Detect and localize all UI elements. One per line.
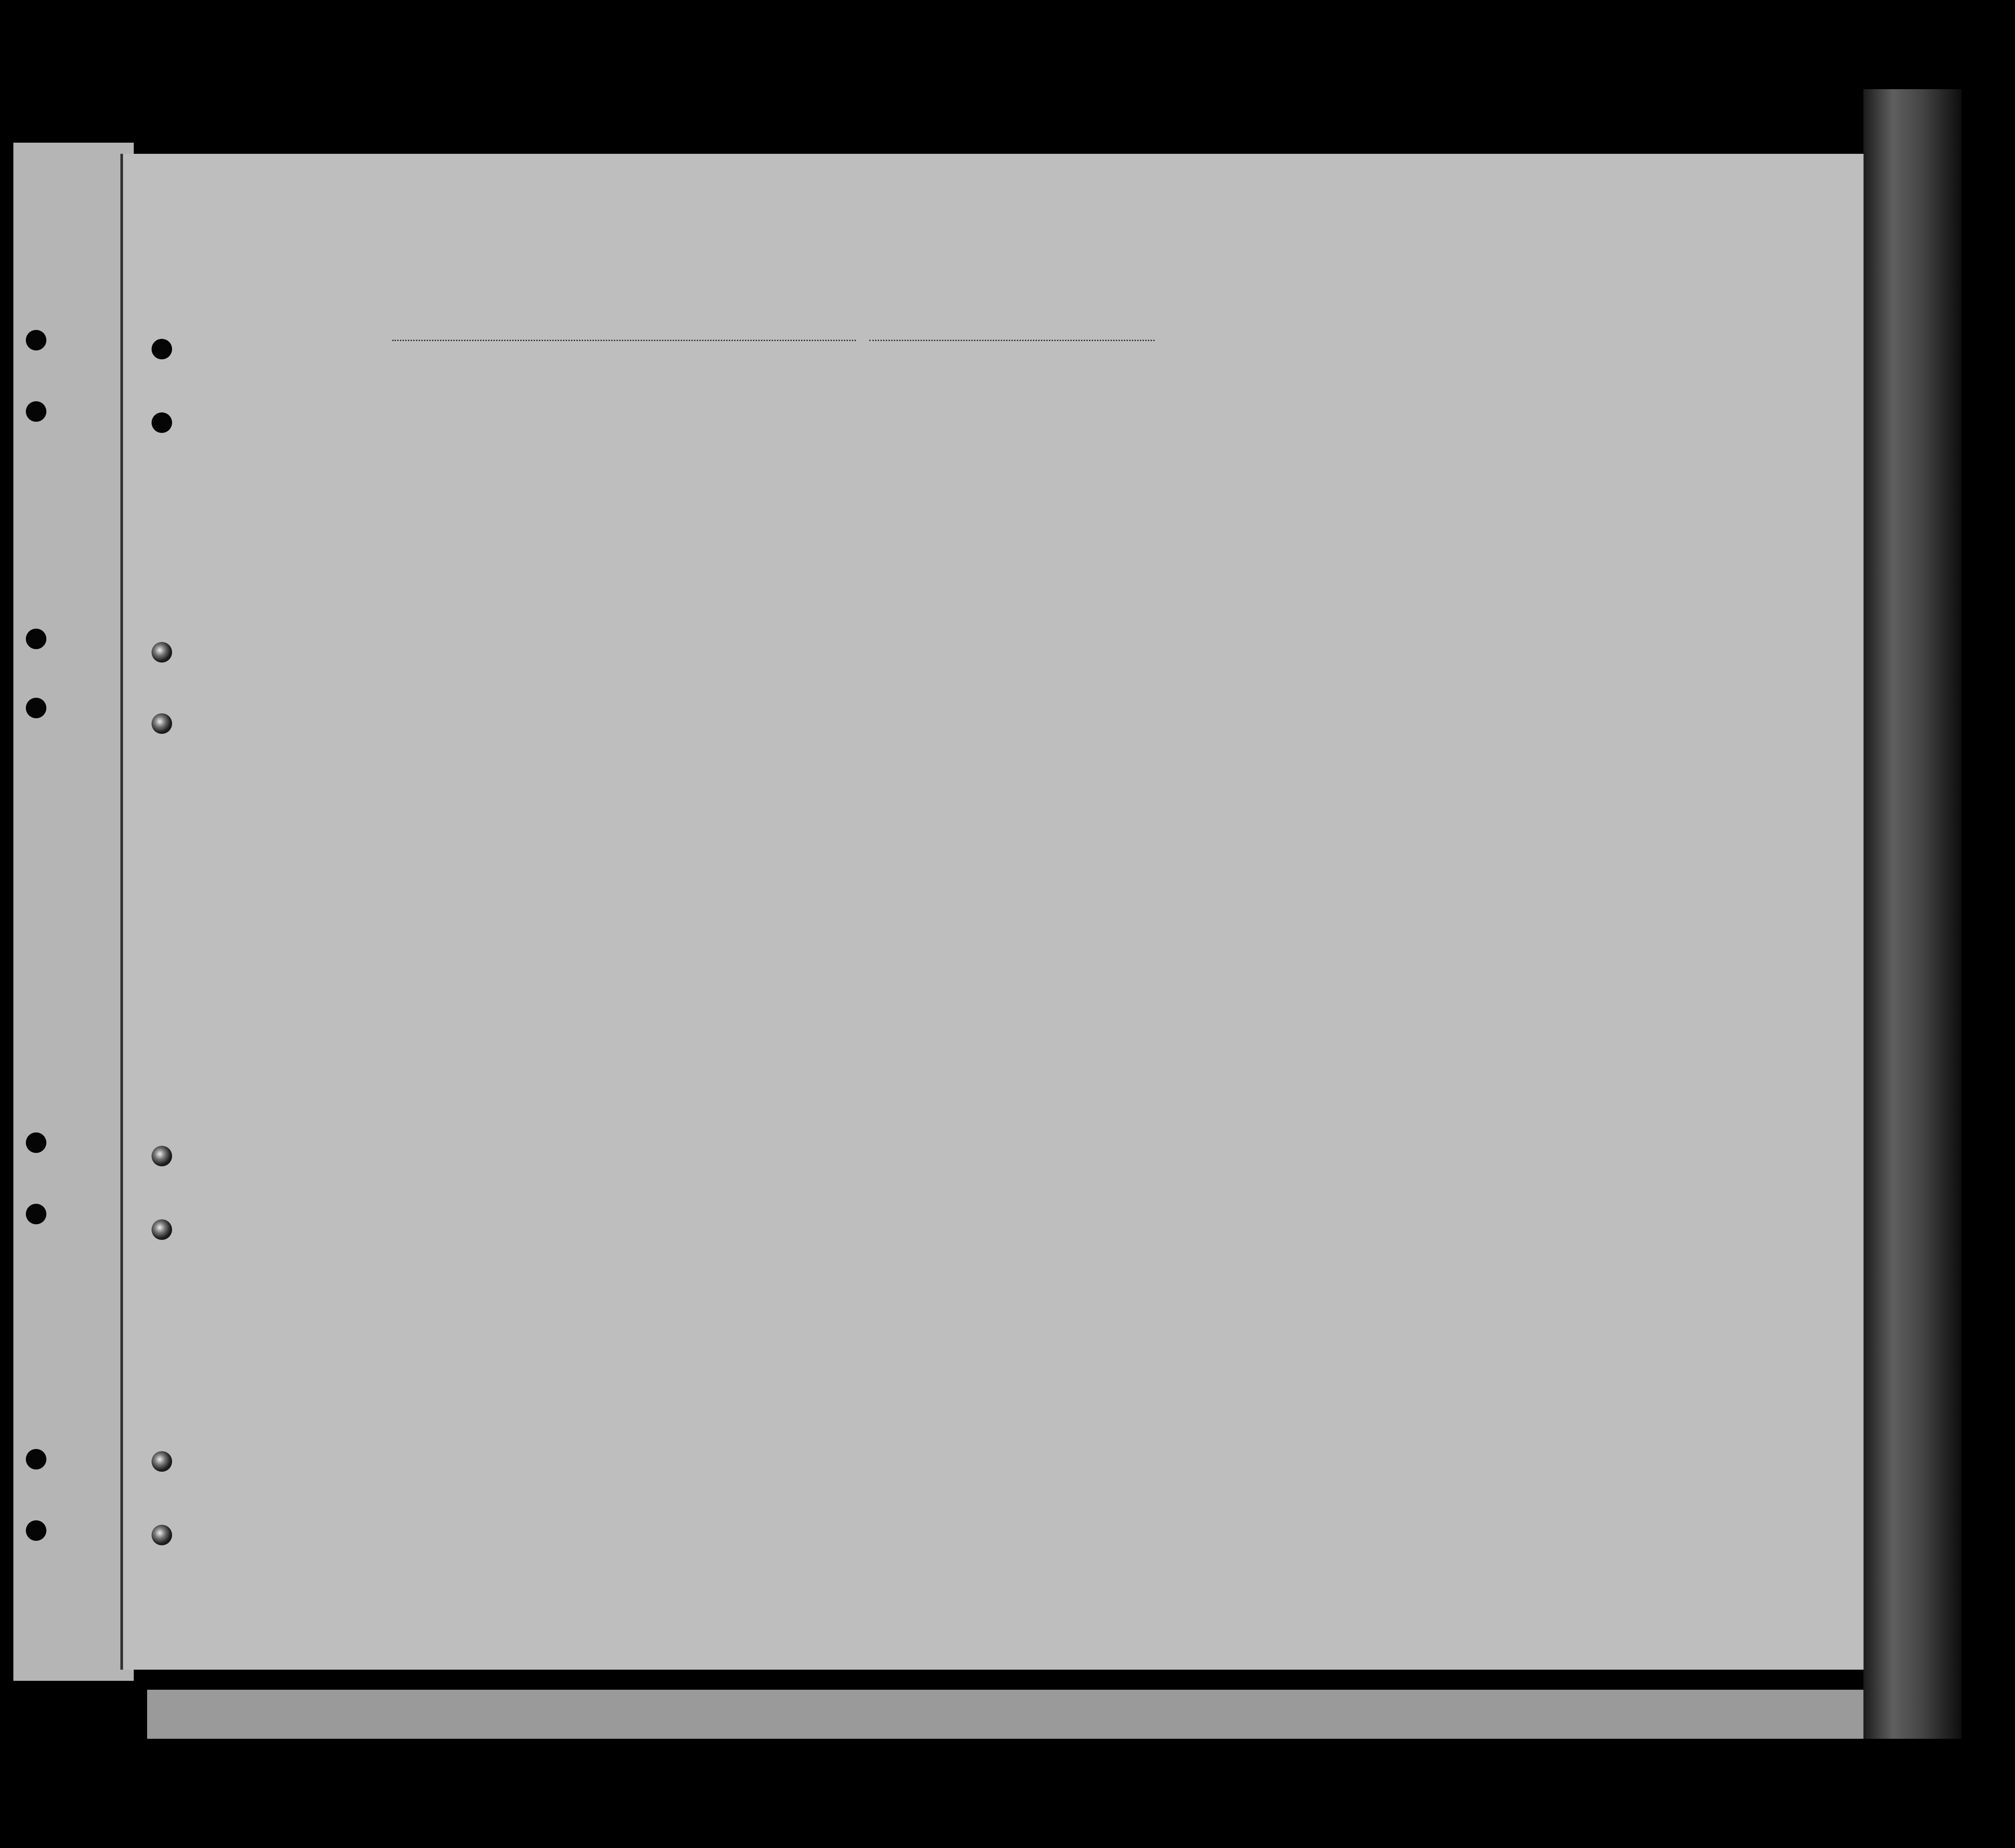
header-purpose-c bbox=[1209, 426, 1231, 522]
binder-hole bbox=[26, 1520, 46, 1541]
header-arrested bbox=[1427, 401, 1442, 517]
header-polygamist bbox=[1279, 401, 1292, 517]
binder-hole bbox=[26, 1132, 46, 1153]
binder-ring bbox=[152, 1219, 172, 1240]
header-inches bbox=[1578, 484, 1590, 517]
binder-hole bbox=[26, 629, 46, 649]
header-labor-offer bbox=[1368, 401, 1403, 517]
header-purpose-a bbox=[1136, 426, 1162, 522]
binder-hole bbox=[26, 1449, 46, 1469]
header-excluded bbox=[1408, 401, 1423, 517]
binder-ring bbox=[152, 1525, 172, 1545]
binder-hole bbox=[152, 339, 172, 359]
binder-ring bbox=[152, 713, 172, 734]
binder-ring bbox=[152, 1451, 172, 1472]
header-anarchist bbox=[1299, 401, 1313, 517]
binder-hole bbox=[152, 412, 172, 433]
binder-hole bbox=[26, 401, 46, 422]
binder-ring bbox=[152, 1146, 172, 1166]
binder-hole bbox=[26, 698, 46, 718]
header-money bbox=[722, 397, 740, 508]
header-feet bbox=[1559, 490, 1570, 517]
header-ticket bbox=[607, 403, 623, 510]
header-overthrow bbox=[1320, 401, 1359, 517]
header-prison bbox=[1237, 401, 1268, 517]
binder-hole bbox=[26, 1204, 46, 1224]
header-purpose-b bbox=[1177, 426, 1201, 522]
bottom-strip bbox=[147, 1690, 1863, 1739]
binder-ring bbox=[152, 642, 172, 663]
binder-hole bbox=[26, 330, 46, 350]
